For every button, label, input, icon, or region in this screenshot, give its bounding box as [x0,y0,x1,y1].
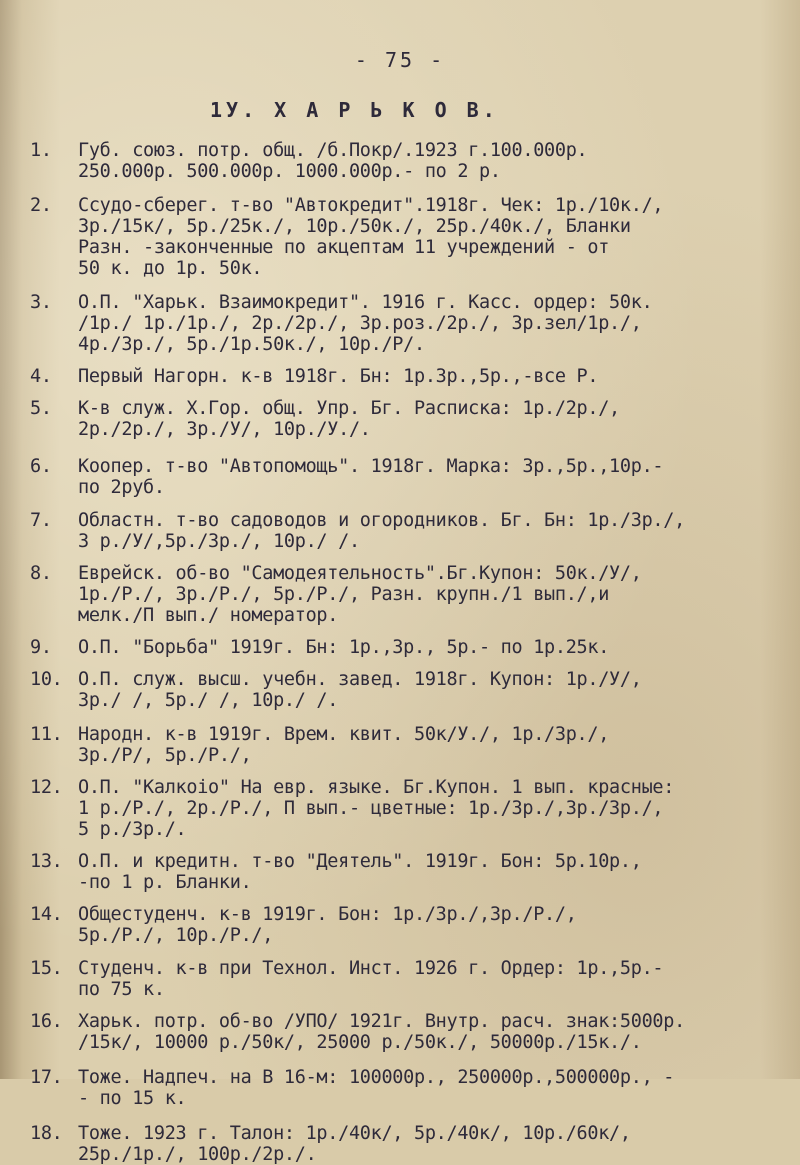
entry-number: 11. [30,724,63,745]
entry-text-line: Коопер. т-во "Автопомощь". 1918г. Марка: 3р.,5р.,10р.- [78,456,664,477]
entry-number: 17. [30,1067,63,1088]
entry-number: 13. [30,851,63,872]
entry-text-line: /1р./ 1р./1р./, 2р./2р./, 3р.роз./2р./, 3р.зел/1р./, [78,313,642,334]
list-item [30,398,790,440]
entry-number: 14. [30,904,63,925]
entry-text-line: 250.000р. 500.000р. 1000.000р.- по 2 р. [78,161,501,182]
entry-text-line: О.П. "Борьба" 1919г. Бн: 1р.,3р., 5р.- по 1р.25к. [78,637,610,658]
list-item [30,140,790,182]
entry-text-line: Ссудо-сберег. т-во "Автокредит".1918г. Чек: 1р./10к./, [78,195,664,216]
entry-number: 5. [30,398,52,419]
section-title: 1У. Х А Р Ь К О В. [210,98,499,122]
entry-text-line: Губ. союз. потр. общ. /б.Покр/.1923 г.100.000р. [78,140,588,161]
entry-text-line: 3р./ /, 5р./ /, 10р./ /. [78,690,339,711]
entry-text-line: -по 1 р. Бланки. [78,872,252,893]
list-item [30,456,790,498]
list-item [30,637,790,658]
entry-text-line: Тоже. 1923 г. Талон: 1р./40к/, 5р./40к/, 10р./60к/, [78,1123,631,1144]
entry-text-line: К-в служ. Х.Гор. общ. Упр. Бг. Расписка: 1р./2р./, [78,398,620,419]
entry-text-line: 5р./Р./, 10р./Р./, [78,925,274,946]
entry-text-line: мелк./П вып./ номератор. [78,605,339,626]
entry-text-line: Разн. -законченные по акцептам 11 учреждений - от [78,237,610,258]
entry-text-line: Еврейск. об-во "Самодеятельность".Бг.Купон: 50к./У/, [78,563,642,584]
list-item [30,1123,790,1165]
list-item [30,1011,790,1053]
entry-number: 3. [30,292,52,313]
list-item [30,366,790,387]
list-item [30,195,790,279]
entry-number: 9. [30,637,52,658]
entry-text-line: 3р./Р/, 5р./Р./, [78,745,252,766]
entry-number: 15. [30,958,63,979]
entry-text-line: 25р./1р./, 100р./2р./. [78,1144,317,1165]
list-item [30,777,790,840]
entry-text-line: Областн. т-во садоводов и огородников. Бг. Бн: 1р./3р./, [78,510,685,531]
entry-text-line: Тоже. Надпеч. на В 16-м: 100000р., 250000р.,500000р., - [78,1067,675,1088]
entry-number: 2. [30,195,52,216]
list-item [30,669,790,711]
entry-text-line: 3р./15к/, 5р./25к./, 10р./50к./, 25р./40к./, Бланки [78,216,631,237]
entry-number: 16. [30,1011,63,1032]
entry-text-line: 1 р./Р./, 2р./Р./, П вып.- цветные: 1р./3р./,3р./3р./, [78,798,664,819]
list-item [30,851,790,893]
entry-text-line: Общестуденч. к-в 1919г. Бон: 1р./3р./,3р./Р./, [78,904,577,925]
entry-text-line: 1р./Р./, 3р./Р./, 5р./Р./, Разн. крупн./1 вып./,и [78,584,610,605]
entry-text-line: /15к/, 10000 р./50к/, 25000 р./50к./, 50000р./15к./. [78,1032,642,1053]
entry-number: 6. [30,456,52,477]
entry-text-line: Студенч. к-в при Технол. Инст. 1926 г. Ордер: 1р.,5р.- [78,958,664,979]
entry-text-line: по 2руб. [78,477,165,498]
list-item [30,292,790,355]
list-item [30,1067,790,1109]
entry-text-line: - по 15 к. [78,1088,187,1109]
entry-text-line: О.П. служ. высш. учебн. завед. 1918г. Купон: 1р./У/, [78,669,642,690]
entry-text-line: 50 к. до 1р. 50к. [78,258,263,279]
entry-number: 1. [30,140,52,161]
entry-number: 10. [30,669,63,690]
entry-text-line: 4р./3р./, 5р./1р.50к./, 10р./Р/. [78,334,425,355]
list-item [30,724,790,766]
list-item [30,904,790,946]
entry-number: 12. [30,777,63,798]
entry-number: 18. [30,1123,63,1144]
entry-text-line: Первый Нагорн. к-в 1918г. Бн: 1р.3р.,5р.,-все Р. [78,366,599,387]
entry-text-line: 3 р./У/,5р./3р./, 10р./ /. [78,531,360,552]
list-item [30,510,790,552]
entry-text-line: 5 р./3р./. [78,819,187,840]
entry-text-line: О.П. "Калкоіо" На евр. языке. Бг.Купон. 1 вып. красные: [78,777,675,798]
entry-number: 7. [30,510,52,531]
page-number: - 75 - [354,48,446,72]
entry-list [30,140,790,1165]
entry-text-line: Народн. к-в 1919г. Врем. квит. 50к/У./, 1р./3р./, [78,724,610,745]
entry-text-line: О.П. "Харьк. Взаимокредит". 1916 г. Касс. ордер: 50к. [78,292,653,313]
entry-number: 4. [30,366,52,387]
entry-text-line: по 75 к. [78,979,165,1000]
list-item [30,563,790,626]
entry-number: 8. [30,563,52,584]
entry-text-line: Харьк. потр. об-во /УПО/ 1921г. Внутр. расч. знак:5000р. [78,1011,685,1032]
entry-text-line: 2р./2р./, 3р./У/, 10р./У./. [78,419,371,440]
list-item [30,958,790,1000]
entry-text-line: О.П. и кредитн. т-во "Деятель". 1919г. Бон: 5р.10р., [78,851,642,872]
